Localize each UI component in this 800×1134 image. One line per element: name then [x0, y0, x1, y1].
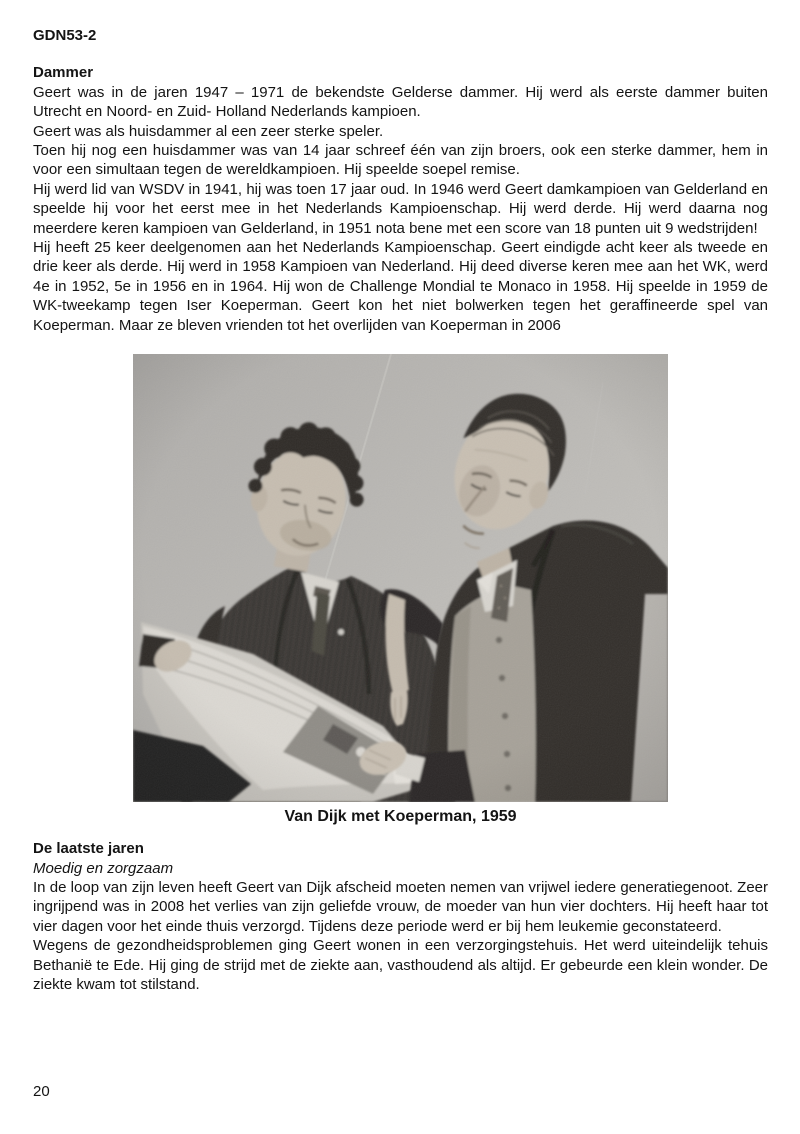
section-laatste-jaren — [33, 839, 768, 994]
paragraph: Toen hij nog een huisdammer was van 14 jaar schreef één van zijn broers, ook een sterke dammer, hem in voor een simultaan tegen de wereldkampioen. Hij speelde soepel remise. — [33, 142, 768, 179]
paragraph: Wegens de gezondheidsproblemen ging Geert wonen in een verzorgingstehuis. Het werd uiteindelijk tehuis Bethanië te Ede. Hij ging de strijd met de ziekte aan, vasthoudend als altijd. Er gebeurde een klein wonder. De ziekte kwam tot stilstand. — [33, 937, 768, 993]
paragraph: Hij heeft 25 keer deelgenomen aan het Nederlands Kampioenschap. Geert eindigde acht keer als tweede en drie keer als derde. Hij werd in 1958 Kampioen van Nederland. Hij deed diverse keren mee aan het WK, werd 4e in 1952, 5e in 1956 en in 1964. Hij won de Challenge Mondial te Monaco in 1958. Hij speelde in 1959 de WK-tweekamp tegen Iser Koeperman. Geert kon het niet bolwerken tegen het geraffineerde spel van Koeperman. Maar ze bleven vrienden tot het overlijden van Koeperman in 2006 — [33, 239, 768, 334]
section-subheading: Moedig en zorgzaam — [33, 859, 174, 877]
document-code: GDN53-2 — [33, 27, 97, 44]
page-number: 20 — [33, 1083, 50, 1100]
section-heading-dammer: Dammer — [33, 64, 94, 82]
paragraph: In de loop van zijn leven heeft Geert van Dijk afscheid moeten nemen van vrijwel iedere generatiegenoot. Zeer ingrijpend was in 2008 het verlies van zijn geliefde vrouw, de moeder van hun vier dochters. Hij heeft haar tot vier dagen voor het einde thuis verzorgd. Tijdens deze periode werd er bij hem leukemie geconstateerd. — [33, 878, 768, 935]
section-heading-laatste-jaren: De laatste jaren — [33, 840, 144, 858]
section-dammer — [33, 63, 768, 335]
paragraph: Geert was als huisdammer al een zeer sterke speler. — [33, 122, 384, 140]
photo-image — [133, 354, 668, 802]
paragraph: Geert was in de jaren 1947 – 1971 de bekendste Gelderse dammer. Hij werd als eerste dammer buiten Utrecht en Noord- en Zuid- Holland Nederlands kampioen. — [33, 83, 768, 121]
photo-van-dijk-koeperman — [133, 354, 668, 826]
photo-vignette — [133, 354, 668, 802]
photo-caption: Van Dijk met Koeperman, 1959 — [284, 808, 517, 826]
paragraph: Hij werd lid van WSDV in 1941, hij was toen 17 jaar oud. In 1946 werd Geert damkampioen van Gelderland en speelde hij voor het eerst mee in het Nederlands Kampioenschap. Hij werd derde. Hij werd daarna nog meerdere keren kampioen van Gelderland, in 1951 nota bene met een score van 18 punten uit 9 wedstrijden! — [33, 180, 768, 237]
